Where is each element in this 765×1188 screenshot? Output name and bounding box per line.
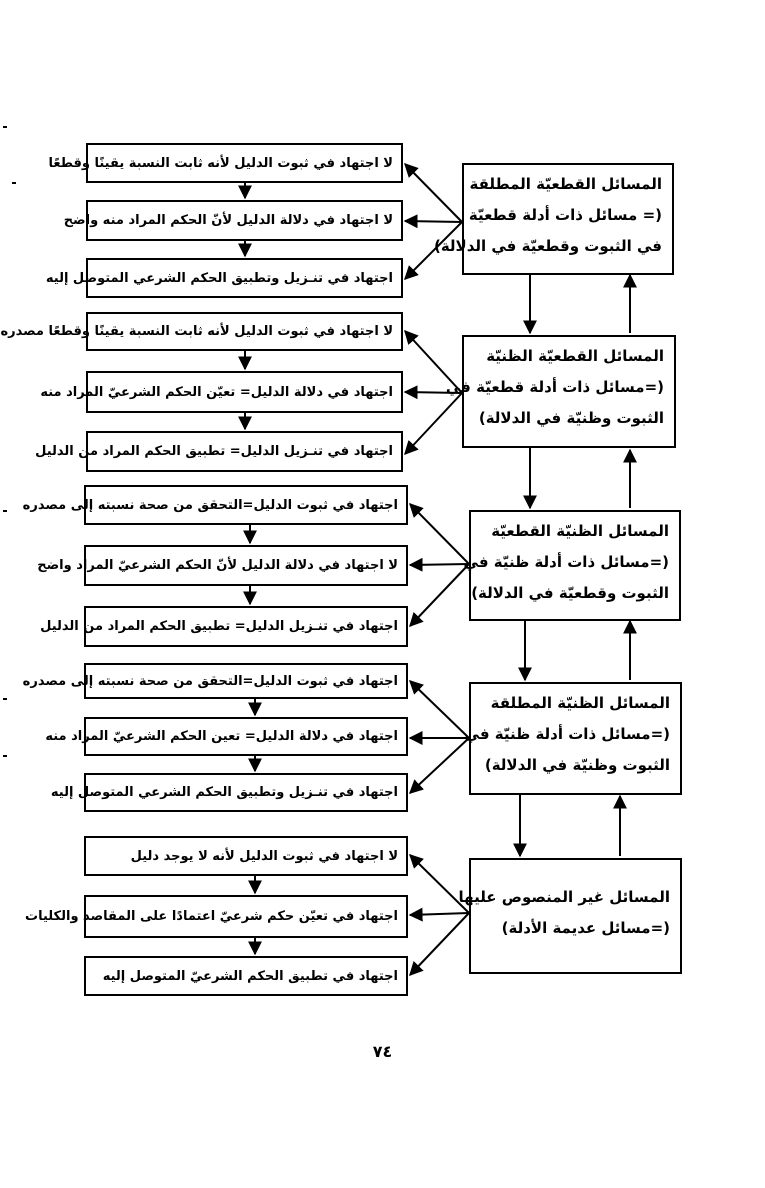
step-text: اجتهاد في تنـزيل وتطبيق الحكم الشرعي المتوصل إليه	[50, 785, 398, 800]
category-box-unstated	[458, 858, 682, 974]
step-box	[37, 545, 408, 586]
category-desc: (=مسائل عديمة الأدلة)	[501, 919, 670, 937]
category-box-speculative-definitive	[463, 510, 681, 621]
category-desc: (=مسائل ذات أدلة ظنيّة في	[463, 553, 669, 571]
margin-mark	[3, 698, 7, 700]
step-box	[22, 663, 408, 699]
arrow-g3-s3	[410, 564, 469, 626]
category-desc: الثبوت وظنيّة في الدلالة)	[478, 409, 664, 427]
step-text: اجتهاد في ثبوت الدليل=التحقق من صحة نسبته إلى مصدره	[22, 497, 398, 513]
category-title: المسائل الظنيّة القطعيّة	[491, 522, 669, 540]
arrow-g3-s1	[410, 504, 469, 564]
step-box	[0, 312, 403, 351]
step-text: لا اجتهاد في دلالة الدليل لأنّ الحكم المراد منه واضح	[63, 213, 393, 228]
step-text: اجتهاد في تنـزيل الدليل= تطبيق الحكم المراد من الدليل	[35, 444, 393, 459]
category-title: المسائل القطعيّة المطلقة	[469, 175, 662, 193]
step-box	[25, 895, 408, 938]
step-text: اجتهاد في تنـزيل الدليل= تطبيق الحكم المراد من الدليل	[40, 619, 398, 634]
category-desc: الثبوت وقطعيّة في الدلالة)	[471, 584, 669, 602]
margin-mark	[3, 126, 7, 128]
step-text: اجتهاد في ثبوت الدليل=التحقق من صحة نسبته إلى مصدره	[22, 673, 398, 689]
step-box	[40, 371, 403, 413]
step-text: اجتهاد في تطبيق الحكم الشرعيّ المتوصل إليه	[102, 968, 398, 984]
step-text: اجتهاد في دلالة الدليل= تعيّن الحكم الشرعيّ المراد منه	[40, 384, 393, 400]
page-number: ٧٤	[372, 1042, 393, 1061]
step-text: اجتهاد في دلالة الدليل= تعين الحكم الشرعيّ المراد منه	[45, 729, 398, 744]
arrow-g4-s1	[410, 681, 469, 738]
margin-mark	[3, 755, 7, 757]
category-desc: الثبوت وظنيّة في الدلالة)	[484, 756, 670, 774]
step-box	[50, 773, 408, 812]
step-box	[35, 431, 403, 472]
step-text: لا اجتهاد في دلالة الدليل لأنّ الحكم الشرعيّ المراد واضح	[37, 558, 398, 573]
category-desc: في الثبوت وقطعيّة في الدلالة)	[433, 237, 662, 255]
step-box	[48, 143, 403, 183]
step-text: لا اجتهاد في ثبوت الدليل لأنه ثابت النسبة يقينًا وقطعًا	[48, 155, 393, 171]
margin-mark	[12, 182, 16, 184]
step-box	[40, 606, 408, 647]
margin-mark	[3, 510, 7, 512]
category-box-absolute-speculative	[464, 682, 682, 795]
category-title: المسائل غير المنصوص عليها	[458, 888, 670, 906]
category-title: المسائل الظنيّة المطلقة	[490, 694, 670, 712]
step-box	[22, 485, 408, 525]
step-text: اجتهاد في تنـزيل وتطبيق الحكم الشرعي المتوصل إليه	[45, 270, 393, 286]
category-box-definitive-speculative	[445, 335, 676, 448]
category-title: المسائل القطعيّة الظنيّة	[486, 347, 664, 365]
category-desc: (= مسائل ذات أدلة قطعيّة	[468, 206, 662, 224]
category-desc: (=مسائل ذات أدلة ظنيّة في	[464, 725, 670, 743]
step-box	[63, 200, 403, 241]
step-box	[84, 956, 408, 996]
arrow-g3-s2	[410, 564, 469, 565]
category-desc: (=مسائل ذات أدلة قطعيّة في	[445, 378, 664, 396]
step-box	[45, 717, 408, 756]
step-text: لا اجتهاد في ثبوت الدليل لأنه لا يوجد دليل	[130, 848, 398, 864]
step-text: اجتهاد في تعيّن حكم شرعيّ اعتمادًا على المقاصد والكليات	[25, 909, 398, 924]
step-box	[45, 258, 403, 298]
step-box	[84, 836, 408, 876]
arrow-g4-s3	[410, 738, 469, 793]
category-box-absolute-definitive	[433, 163, 674, 275]
step-text: لا اجتهاد في ثبوت الدليل لأنه ثابت النسبة يقينًا وقطعًا مصدره	[0, 324, 393, 339]
